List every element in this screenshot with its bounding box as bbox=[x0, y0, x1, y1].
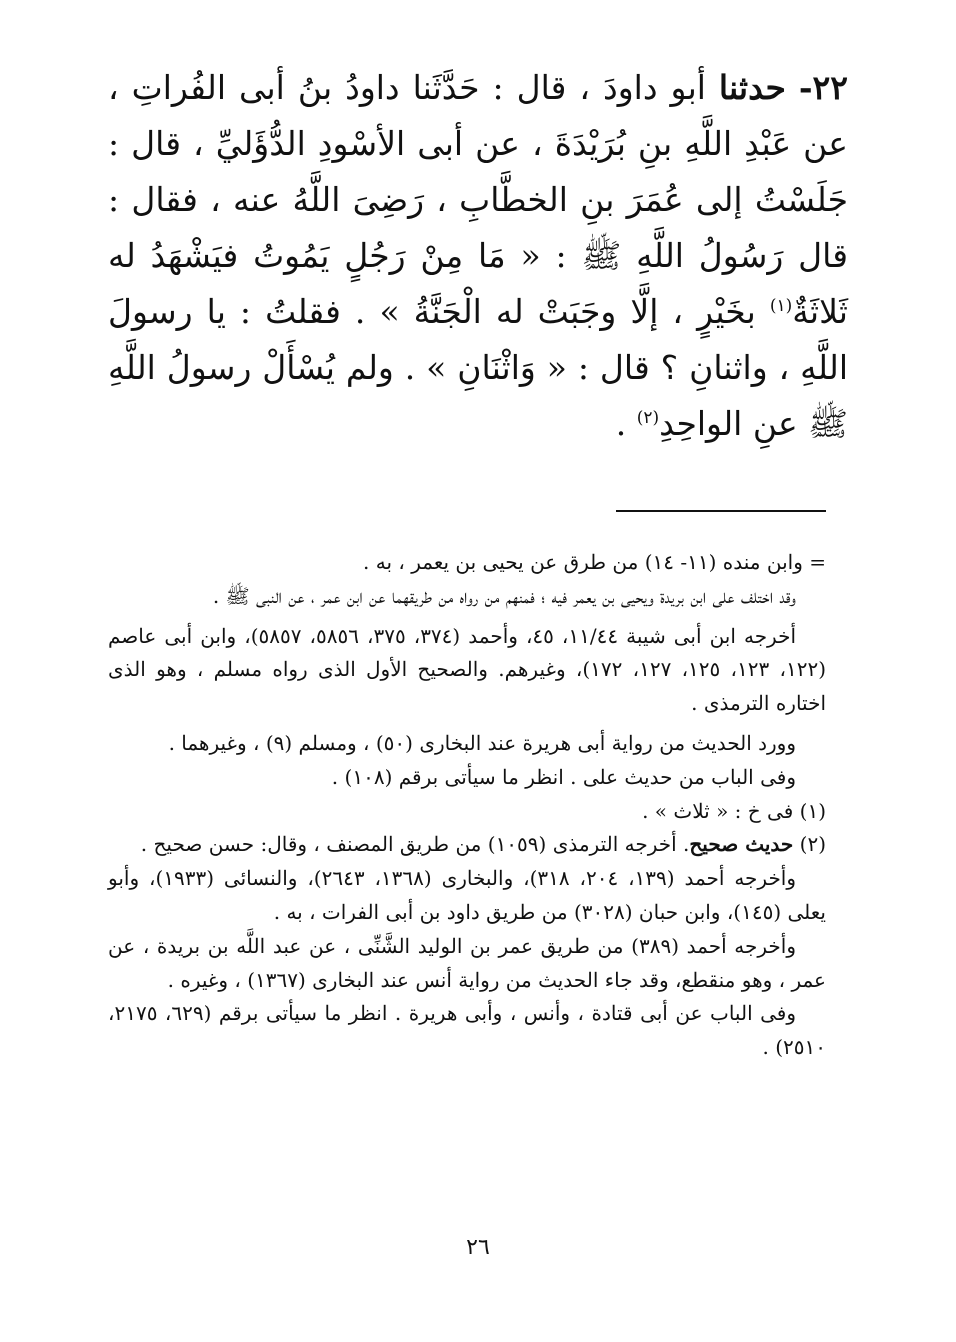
footnote-2 bbox=[108, 828, 826, 862]
hadith-body: أبو داودَ ، قال : حَدَّثَنا داودُ بنُ أبى الفُراتِ ، عن عَبْدِ اللَّهِ بنِ بُرَيْدَةَ ، عن أبى الأسْودِ الدُّؤَليِّ ، قال : جَلَسْتُ إلى عُمَرَ بنِ الخطَّابِ ، رَضِىَ اللَّهُ عنه ، فقال : قال رَسُولُ اللَّهِ ﷺ : « مَا مِنْ رَجُلٍ يَمُوتُ فيَشْهَدُ له ثَلاثَةٌ bbox=[108, 68, 848, 331]
hadith-number: ٢٢- bbox=[798, 68, 848, 107]
footnote-separator bbox=[616, 510, 826, 512]
footnote-line: أخرجه ابن أبى شيبة ١١/٤٤، ٤٥، وأحمد (٣٧٤، ٣٧٥، ٥٨٥٦، ٥٨٥٧)، وابن أبى عاصم (١٢٢، ١٢٣، ١٢٥، ١٢٧، ١٧٢)، وغيرهم. والصحيح الأول الذى رواه مسلم ، وهو الذى اختاره الترمذى . bbox=[108, 623, 826, 716]
footnote-line: وورد الحديث من رواية أبى هريرة عند البخارى (٥٠) ، ومسلم (٩) ، وغيرهما . bbox=[168, 730, 796, 755]
hadith-end: . bbox=[615, 404, 637, 443]
footnote-2-text: . أخرجه الترمذى (١٠٥٩) من طريق المصنف ، وقال: حسن صحيح . bbox=[140, 832, 690, 857]
footnote-2-grade: حديث صحيح bbox=[689, 832, 794, 857]
footnote-line: وفى الباب عن أبى قتادة ، وأنس ، وأبى هريرة . انظر ما سيأتى برقم (٦٢٩، ٢١٧٥، ٢٥١٠) . bbox=[108, 1001, 826, 1060]
hadith-text bbox=[108, 60, 848, 452]
footnote-line: وقد اختلف على ابن بريدة ويحيى بن يعمر فيه ؛ فمنهم من رواه من طريقهما عن ابن عمر ، عن النبى ﷺ . bbox=[212, 583, 796, 608]
page-number: ٢٦ bbox=[466, 1235, 490, 1260]
footnote-line: = وابن منده (١١- ١٤) من طرق عن يحيى بن يعمر ، به . bbox=[363, 550, 826, 574]
footnote-line: وفى الباب من حديث على . انظر ما سيأتى برقم (١٠٨) . bbox=[331, 764, 796, 789]
footnote-2-number: (٢) bbox=[793, 832, 826, 857]
footnote-marker-1: (١) bbox=[769, 296, 793, 316]
footnote-line: وأخرجه أحمد (٣٨٩) من طريق عمر بن الوليد الشَّنِّى ، عن عبد اللَّه بن بريدة ، عن عمر ، وهو منقطع، وقد جاء الحديث من رواية أنس عند البخارى (١٣٦٧) ، وغيره . bbox=[108, 933, 826, 992]
hadith-body-continued: بخَيْرٍ ، إلَّا وجَبَتْ له الْجَنَّةُ » . فقلتُ : يا رسولَ اللَّهِ ، واثنانِ ؟ قال : « وَاثْنَانِ » . ولم يُسْأَلْ رسولُ اللَّهِ ﷺ عنِ الواحِدِ bbox=[108, 292, 848, 443]
footnotes bbox=[108, 546, 826, 1065]
hadith-lead-word: حدثنا bbox=[718, 68, 786, 107]
footnote-1: (١) فى خ : « ثلاث » . bbox=[642, 798, 826, 823]
footnote-marker-2: (٢) bbox=[636, 408, 660, 428]
footnote-line: وأخرجه أحمد (١٣٩، ٢٠٤، ٣١٨)، والبخارى (١٣٦٨، ٢٦٤٣)، والنسائى (١٩٣٣)، وأبو يعلى (١٤٥)، وابن حبان (٣٠٢٨) من طريق داود بن أبى الفرات ، به . bbox=[108, 866, 826, 924]
